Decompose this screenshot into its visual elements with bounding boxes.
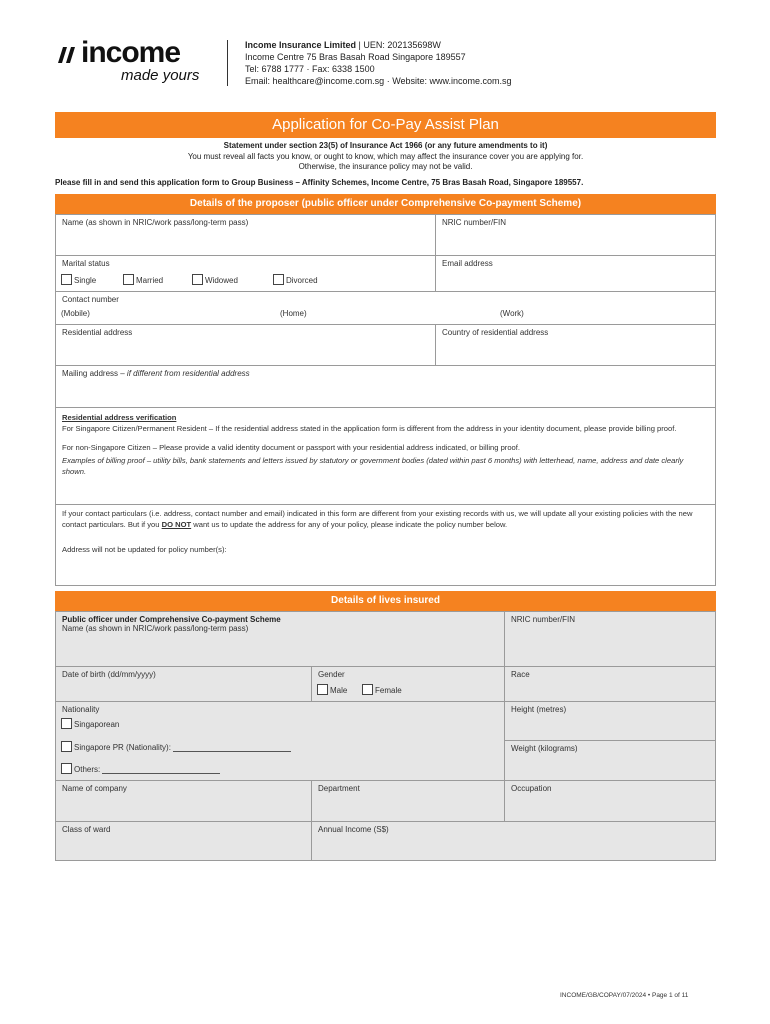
department-label: Department — [318, 784, 360, 793]
income-logo-icon — [55, 43, 77, 65]
residential-address-field[interactable] — [55, 324, 436, 366]
race-label: Race — [511, 670, 530, 679]
widowed-checkbox[interactable] — [192, 274, 203, 285]
logo-tagline: made yours — [121, 67, 200, 84]
mailing-address-label: Mailing address – if different from residential address — [62, 369, 250, 378]
logo-wordmark: income — [81, 36, 181, 69]
height-field[interactable] — [504, 701, 716, 741]
insured-section-heading: Details of lives insured — [55, 591, 716, 611]
pr-checkbox[interactable] — [61, 741, 72, 752]
gender-field — [311, 666, 505, 702]
country-of-residence-field[interactable] — [435, 324, 716, 366]
others-checkbox[interactable] — [61, 763, 72, 774]
verification-title: Residential address verification — [62, 413, 177, 422]
ward-class-label: Class of ward — [62, 825, 111, 834]
company-name-label: Name of company — [62, 784, 127, 793]
ward-class-field[interactable] — [55, 821, 312, 861]
contact-update-note: If your contact particulars (i.e. address, contact number and email) indicated in this form are different from your existing records with us, we will update all your existing policies with the new contact particulars. But if you DO NOT want us to update the address for any of your policy, please indicate the policy number below. — [62, 509, 693, 529]
annual-income-field[interactable] — [311, 821, 716, 861]
company-tel-fax: Tel: 6788 1777 · Fax: 6338 1500 — [245, 64, 375, 74]
page-footer: INCOME/GB/COPAY/07/2024 • Page 1 of 11 — [560, 992, 689, 999]
proposer-name-field[interactable] — [55, 214, 436, 256]
gender-label: Gender — [318, 670, 345, 679]
occupation-label: Occupation — [511, 784, 552, 793]
annual-income-label: Annual Income (S$) — [318, 825, 389, 834]
weight-label: Weight (kilograms) — [511, 744, 578, 753]
gender-option-male[interactable]: Male — [317, 684, 347, 695]
verification-divider — [56, 504, 715, 505]
singaporean-checkbox[interactable] — [61, 718, 72, 729]
marital-option-single[interactable]: Single — [61, 274, 96, 285]
proposer-nric-field[interactable] — [435, 214, 716, 256]
mobile-number-input[interactable]: (Mobile) — [61, 309, 90, 318]
proposer-nric-label: NRIC number/FIN — [442, 218, 507, 227]
address-verification-block — [55, 407, 716, 586]
company-info — [245, 39, 512, 87]
submission-instruction: Please fill in and send this application form to Group Business – Affinity Schemes, Income Centre, 75 Bras Basah Road, Singapore 189557. — [55, 178, 584, 187]
proposer-email-label: Email address — [442, 259, 493, 268]
verification-sg-text: For Singapore Citizen/Permanent Resident – If the residential address stated in the application form is different from the address in your identity document, please provide billing proof. — [62, 424, 677, 433]
form-title: Application for Co-Pay Assist Plan — [55, 112, 716, 138]
nationality-label: Nationality — [62, 705, 100, 714]
company-email-web: Email: healthcare@income.com.sg · Website: www.income.com.sg — [245, 76, 512, 86]
company-logo — [55, 36, 215, 88]
occupation-field[interactable] — [504, 780, 716, 822]
single-checkbox[interactable] — [61, 274, 72, 285]
department-field[interactable] — [311, 780, 505, 822]
company-address: Income Centre 75 Bras Basah Road Singapore 189557 — [245, 52, 466, 62]
header-divider — [227, 40, 228, 86]
proposer-section-heading: Details of the proposer (public officer under Comprehensive Co-payment Scheme) — [55, 194, 716, 214]
contact-number-field — [55, 291, 716, 325]
nationality-field — [55, 701, 505, 781]
marital-option-divorced[interactable]: Divorced — [273, 274, 318, 285]
company-name-field[interactable] — [55, 780, 312, 822]
proposer-email-field[interactable] — [435, 255, 716, 292]
insured-nric-label: NRIC number/FIN — [511, 615, 576, 624]
race-field[interactable] — [504, 666, 716, 702]
proposer-name-label: Name (as shown in NRIC/work pass/long-term pass) — [62, 218, 249, 227]
contact-number-label: Contact number — [62, 295, 119, 304]
verification-non-sg-text: For non-Singapore Citizen – Please provide a valid identity document or passport with your residential address indicated, or billing proof. — [62, 443, 520, 452]
dob-label: Date of birth (dd/mm/yyyy) — [62, 670, 156, 679]
insured-officer-title: Public officer under Comprehensive Co-payment Scheme — [62, 615, 281, 624]
height-label: Height (metres) — [511, 705, 567, 714]
weight-field[interactable] — [504, 740, 716, 781]
gender-option-female[interactable]: Female — [362, 684, 402, 695]
marital-option-married[interactable]: Married — [123, 274, 163, 285]
female-checkbox[interactable] — [362, 684, 373, 695]
statement-line: Statement under section 23(5) of Insurance Act 1966 (or any future amendments to it) — [223, 141, 548, 150]
home-number-input[interactable]: (Home) — [280, 309, 307, 318]
male-checkbox[interactable] — [317, 684, 328, 695]
others-nationality-input[interactable] — [102, 766, 220, 774]
residential-address-label: Residential address — [62, 328, 133, 337]
marital-status-field — [55, 255, 436, 292]
insured-name-field[interactable] — [55, 611, 505, 667]
marital-status-label: Marital status — [62, 259, 110, 268]
disclosure-line-1: You must reveal all facts you know, or ought to know, which may affect the insurance cover you are applying for. — [187, 152, 584, 161]
policy-not-updated-label: Address will not be updated for policy number(s): — [62, 545, 227, 554]
country-of-residence-label: Country of residential address — [442, 328, 549, 337]
married-checkbox[interactable] — [123, 274, 134, 285]
insured-name-label: Name (as shown in NRIC/work pass/long-term pass) — [62, 624, 249, 633]
billing-proof-examples: Examples of billing proof – utility bills, bank statements and letters issued by statutory or government bodies (dated within past 6 months) with letterhead, name, address and date clearly shown. — [62, 456, 684, 476]
nationality-option-others[interactable]: Others: — [61, 763, 220, 774]
disclosure-line-2: Otherwise, the insurance policy may not be valid. — [298, 162, 473, 171]
divorced-checkbox[interactable] — [273, 274, 284, 285]
pr-nationality-input[interactable] — [173, 744, 291, 752]
dob-field[interactable] — [55, 666, 312, 702]
insured-nric-field[interactable] — [504, 611, 716, 667]
company-name: Income Insurance Limited — [245, 40, 357, 50]
work-number-input[interactable]: (Work) — [500, 309, 524, 318]
company-uen: | UEN: 202135698W — [356, 40, 441, 50]
marital-option-widowed[interactable]: Widowed — [192, 274, 238, 285]
nationality-option-singaporean[interactable]: Singaporean — [61, 718, 119, 729]
mailing-address-field[interactable] — [55, 365, 716, 408]
nationality-option-pr[interactable]: Singapore PR (Nationality): — [61, 741, 291, 752]
